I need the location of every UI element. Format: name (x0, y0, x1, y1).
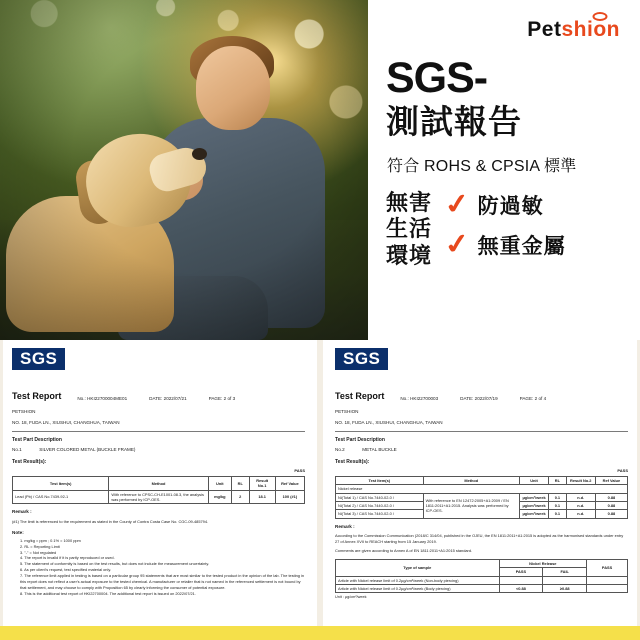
note-item: 4. The report is invalid if it is partly reproduced or used. (20, 555, 115, 561)
note-item: 1. mg/kg = ppm ; 0.1% = 1000 ppm (20, 537, 81, 543)
footer-strip (0, 626, 640, 640)
note-item: 3. "-" = Not regulated (20, 549, 57, 555)
col-unit: Unit (208, 477, 231, 491)
claim-row (441, 187, 566, 221)
report-no-label: No.: (77, 395, 86, 401)
col-result: Result No.1 (249, 477, 275, 491)
table-row (336, 493, 628, 501)
table-row (336, 584, 628, 592)
report-no (77, 396, 127, 403)
note-item: 7. The reference limit applied in testing is based on a particular group 95 statements that are most similar to the tested product in the opinion of the lab. The testing in this report does not reflect a user's actual exposure to the tested chemical. A manufacturer or retailer that is not named in the referenced settlement is not bound by that settlement, and may choose to comply with Proposition 65 by clearly informing the consumer of potential exposure. (20, 573, 305, 590)
cell-result: n.d. (566, 501, 595, 509)
brand-logo (384, 18, 620, 42)
note-item: 8. This is the additional test report of HKI22700004. The additional test report is issued on 2022/07/21. (20, 590, 196, 596)
claims-block (386, 187, 626, 270)
claim-left-line2: 生活 (386, 216, 433, 242)
brand-name-part2: sh (561, 18, 587, 41)
cell-unit: µg/cm²/week (519, 493, 548, 501)
remark-text-2: Comments are given according to Annex A of EN 1811:2011+A1:2015 standard. (335, 548, 473, 554)
col-type-of-sample: Type of sample (336, 559, 500, 576)
col-rl: RL (549, 477, 567, 485)
cell-method: With reference to EN 12472:2005+A1:2009 / EN 1811:2011+A1:2015. Analysis was performed by ICP-OES. (423, 493, 519, 518)
cell-unit: µg/cm²/week (519, 501, 548, 509)
cell-sample-result (587, 584, 628, 592)
col-method: Method (109, 477, 208, 491)
cell-sample-fail (543, 576, 587, 584)
report-date-label: DATE: (460, 395, 474, 401)
report-no (400, 396, 438, 403)
brand-name-part4: o (593, 18, 607, 41)
table-header-row (13, 477, 305, 491)
report-title: Test Report (12, 391, 62, 401)
report-meta (77, 396, 235, 404)
cell-sample-result (587, 576, 628, 584)
cell-rl: 2 (232, 490, 250, 504)
results-table (335, 476, 628, 518)
table-section-row (336, 485, 628, 493)
brand-name-part3: i (587, 18, 594, 41)
cell-result: n.d. (566, 493, 595, 501)
part-description-row (335, 447, 628, 454)
results-table (12, 476, 305, 504)
col-result: Result No.2 (566, 477, 595, 485)
col-method: Method (423, 477, 519, 485)
cell-result: n.d. (566, 510, 595, 518)
cell-rl: 0.1 (549, 501, 567, 509)
report-page-label: PAGE: (208, 395, 223, 401)
remark-label: Remark : (12, 509, 32, 515)
col-test-item: Test Item(s) (13, 477, 109, 491)
claim-row (441, 227, 566, 261)
page-title-cn: 測試報告 (386, 102, 522, 140)
part-description-no: No.1 (12, 446, 22, 452)
check-icon: ✓ (441, 187, 473, 221)
claim-label: 無重金屬 (477, 234, 566, 258)
standard-line: 符合 ROHS & CPSIA 標準 (387, 157, 577, 175)
cell-test-item: Ni(Total 1) / CAS No.7440-02-0 / (336, 493, 424, 501)
hero-photo (0, 0, 368, 340)
remark-label: Remark : (335, 523, 355, 529)
cell-method: With reference to CPSC-CH-E1001-08.3, the analysis was performed by ICP-OES. (109, 490, 208, 504)
col-ref-value: Ref Value (275, 477, 304, 491)
cell-ref-value: 0.88 (595, 510, 627, 518)
report-company: PETSHION (12, 408, 36, 414)
report-header (335, 390, 628, 404)
table-header-row (336, 559, 628, 567)
report-page-value: 2 of 3 (223, 395, 236, 401)
page-title-en: SGS- (386, 54, 488, 102)
test-report-left (0, 340, 317, 640)
report-header (12, 390, 305, 404)
claim-label: 防過敏 (477, 194, 544, 218)
report-company: PETSHION (335, 408, 359, 414)
photo-vignette (0, 0, 368, 340)
cell-result: 18.1 (249, 490, 275, 504)
remark-text: According to the Commission Communication (2018/C 314/04, published in the OJEU, the EN 1811:2011+A1:2015 is adopted as the harmonised standards under entry 27 of Annex XVII to REACH starting from 15 January 2019. (335, 533, 624, 545)
pass-header: PASS (294, 468, 305, 474)
left-paper-edge (0, 340, 3, 640)
report-date-value: 2022/07/19 (474, 395, 498, 401)
cell-sample-pass (499, 576, 543, 584)
col-ref-value: Ref Value (595, 477, 627, 485)
report-page (520, 396, 546, 403)
cell-section-label: Nickel release (336, 485, 628, 493)
report-date-value: 2022/07/21 (163, 395, 187, 401)
col-unit: Unit (519, 477, 548, 485)
report-date (149, 396, 186, 403)
col-test-item: Test Item(s) (336, 477, 424, 485)
divider (12, 431, 305, 432)
part-description-value: METAL BUCKLE (362, 446, 397, 452)
note-item: 5. The statement of conformity is based on the test results, but does not include the measurement uncertainty. (20, 561, 210, 567)
report-address: NO. 18, FUDA LN., XIUSHUI, CHANGHUA, TAIWAN (335, 420, 443, 426)
cell-sample-fail: ≥0.88 (543, 584, 587, 592)
report-page-value: 2 of 4 (534, 395, 547, 401)
cell-ref-value: 0.88 (595, 493, 627, 501)
note-item: 2. RL = Reporting Limit (20, 543, 60, 549)
sgs-logo: SGS (335, 348, 388, 370)
report-date (460, 396, 497, 403)
report-address: NO. 18, FUDA LN., XIUSHUI, CHANGHUA, TAIWAN (12, 420, 120, 426)
col-sub-fail: FAIL (543, 568, 587, 576)
part-description-label: Test Part Description (335, 437, 385, 444)
report-no-value: HKI22700004ME01 (87, 395, 128, 401)
cell-ref-value: 0.88 (595, 501, 627, 509)
col-nickel-release: Nickel Release (499, 559, 587, 567)
part-description-row (12, 447, 305, 454)
remark-text: (#1) The limit is referenced to the requirement as stated in the County of Contra Costa Case No. CGC-09-485794. (12, 519, 209, 525)
cell-sample-pass: <0.88 (499, 584, 543, 592)
check-icon: ✓ (441, 227, 473, 261)
test-report-right (323, 340, 640, 640)
sample-table (335, 559, 628, 593)
note-item: 6. As per client's request, test specified material only. (20, 567, 112, 573)
report-no-value: HKI22700003 (410, 395, 439, 401)
table-row (336, 576, 628, 584)
claim-left-line3: 環境 (386, 243, 433, 269)
test-results-label: Test Result(s): (335, 458, 370, 465)
report-date-label: DATE: (149, 395, 163, 401)
brand-name-part5: n (606, 18, 620, 41)
test-results-label: Test Result(s): (12, 458, 47, 465)
reports-section (0, 340, 640, 640)
report-page (209, 396, 235, 403)
cell-ref-value: 100 (#1) (275, 490, 304, 504)
pass-header: PASS (617, 468, 628, 474)
part-description-value: SILVER COLORED METAL (BUCKLE FRAME) (39, 446, 136, 452)
col-sub-pass: PASS (499, 568, 543, 576)
headline-panel (368, 0, 640, 340)
report-title: Test Report (335, 391, 385, 401)
note-list (12, 538, 305, 597)
sgs-logo: SGS (12, 348, 65, 370)
cell-sample-label: Article with Nickel release limit of 0.2µg/cm²/week (Non-body piercing) (336, 576, 500, 584)
cell-test-item: Lead (Pb) / CAS No.7439-92-1 (13, 490, 109, 504)
cell-rl: 0.1 (549, 493, 567, 501)
col-rl: RL (232, 477, 250, 491)
col-pass: PASS (587, 559, 628, 576)
cell-sample-label: Article with Nickel release limit of 0.2µg/cm²/week (Body piercing) (336, 584, 500, 592)
divider (335, 431, 628, 432)
cell-rl: 0.1 (549, 510, 567, 518)
report-no-label: No.: (400, 395, 409, 401)
part-description-no: No.2 (335, 446, 345, 452)
report-meta (400, 396, 546, 404)
claim-left-column (386, 190, 432, 270)
brand-name-part1: Pet (527, 18, 562, 41)
claim-left-line1: 無害 (386, 189, 433, 215)
part-description-label: Test Part Description (12, 437, 62, 444)
cell-unit: mg/kg (208, 490, 231, 504)
report-page-label: PAGE: (519, 395, 534, 401)
cell-test-item: Ni(Total 2) / CAS No.7440-02-0 / (336, 501, 424, 509)
unit-note: Unit : µg/cm²/week (335, 595, 367, 600)
claim-right-column (441, 187, 566, 270)
table-row (13, 490, 305, 504)
table-header-row (336, 477, 628, 485)
cell-test-item: Ni(Total 3) / CAS No.7440-02-0 / (336, 510, 424, 518)
note-label: Note: (12, 529, 24, 535)
cell-unit: µg/cm²/week (519, 510, 548, 518)
